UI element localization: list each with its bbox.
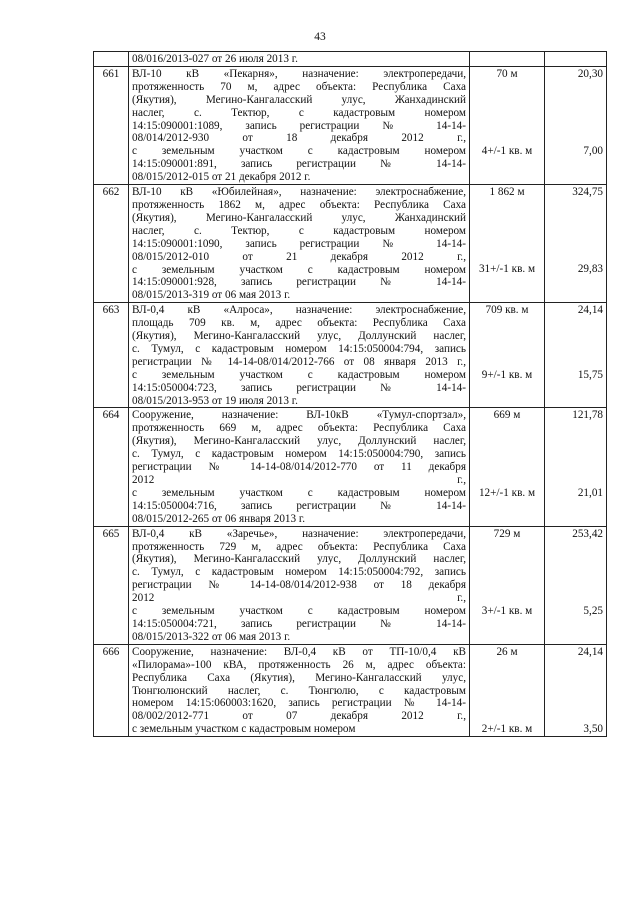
value-cell bbox=[545, 52, 607, 67]
description-line: Республика Саха (Якутия), Мегино-Кангаласский улус, bbox=[132, 671, 466, 684]
row-number-cell: 666 bbox=[94, 644, 129, 736]
description-line: 14:15:090001:1090, запись регистрации № 14-14- bbox=[132, 237, 466, 250]
quantity-cell bbox=[470, 644, 545, 736]
description-line: площадь 709 кв. м, адрес объекта: Республика Саха bbox=[132, 317, 466, 330]
row-number-cell bbox=[94, 52, 129, 67]
description-line: 08/015/2013-953 от 19 июля 2013 г. bbox=[132, 394, 298, 407]
description-line: с земельным участком с кадастровым номером bbox=[132, 486, 466, 499]
row-number-cell: 662 bbox=[94, 185, 129, 303]
land-plot-area: 31+/-1 кв. м bbox=[478, 263, 536, 276]
property-description-cell bbox=[129, 303, 470, 408]
description-line: протяженность 1862 м, адрес объекта: Республика Саха bbox=[132, 198, 466, 211]
description-line: (Якутия), Мегино-Кангаласский улус, Жанхадинский bbox=[132, 211, 466, 224]
description-line: (Якутия), Мегино-Кангаласский улус, Доллунский наслег, bbox=[132, 435, 466, 448]
object-value: 24,14 bbox=[577, 645, 603, 658]
value-cell bbox=[545, 526, 607, 644]
quantity-cell bbox=[470, 185, 545, 303]
description-line: 08/015/2013-322 от 06 мая 2013 г. bbox=[132, 630, 291, 643]
quantity-cell bbox=[470, 66, 545, 184]
table-row bbox=[94, 66, 607, 184]
description-line: 14:15:050004:721, запись регистрации № 14-14- bbox=[132, 617, 466, 630]
registry-table-body bbox=[94, 52, 607, 737]
description-line: 14:15:090001:928, запись регистрации № 14-14- bbox=[132, 276, 466, 289]
table-row bbox=[94, 303, 607, 408]
object-value: 20,30 bbox=[577, 67, 603, 80]
description-line: с. Тумул, с кадастровым номером 14:15:050004:790, запись bbox=[132, 448, 466, 461]
description-line: ВЛ-0,4 кВ «Заречье», назначение: электропередачи, bbox=[132, 527, 466, 540]
property-description-cell bbox=[129, 66, 470, 184]
description-line: Сооружение, назначение: ВЛ-10кВ «Тумул-спортзал», bbox=[132, 409, 466, 422]
description-line: (Якутия), Мегино-Кангаласский улус, Жанхадинский bbox=[132, 93, 466, 106]
description-line: с. Тумул, с кадастровым номером 14:15:050004:792, запись bbox=[132, 566, 466, 579]
description-line: 08/015/2012-015 от 21 декабря 2012 г. bbox=[132, 171, 311, 184]
table-row bbox=[94, 408, 607, 526]
quantity-cell bbox=[470, 52, 545, 67]
table-row bbox=[94, 185, 607, 303]
description-line: ВЛ-0,4 кВ «Алроса», назначение: электроснабжение, bbox=[132, 304, 466, 317]
value-cell bbox=[545, 185, 607, 303]
description-line: с земельным участком с кадастровым номером bbox=[132, 368, 466, 381]
property-description-cell bbox=[129, 408, 470, 526]
property-description-cell bbox=[129, 526, 470, 644]
property-description-cell bbox=[129, 644, 470, 736]
value-cell bbox=[545, 303, 607, 408]
land-plot-area: 12+/-1 кв. м bbox=[478, 486, 536, 499]
description-line: с земельным участком с кадастровым номером bbox=[132, 723, 356, 736]
object-size: 1 862 м bbox=[489, 186, 525, 199]
description-line: 14:15:050004:723, запись регистрации № 14-14- bbox=[132, 381, 466, 394]
land-plot-value: 5,25 bbox=[583, 605, 603, 618]
description-line: 2012 г., bbox=[132, 592, 466, 605]
description-line: Сооружение, назначение: ВЛ-0,4 кВ от ТП-10/0,4 кВ bbox=[132, 645, 466, 658]
description-line: с земельным участком с кадастровым номером bbox=[132, 605, 466, 618]
description-line: 08/015/2013-319 от 06 мая 2013 г. bbox=[132, 289, 291, 302]
quantity-cell bbox=[470, 408, 545, 526]
description-line: (Якутия), Мегино-Кангаласский улус, Доллунский наслег, bbox=[132, 553, 466, 566]
object-value: 324,75 bbox=[572, 186, 603, 199]
quantity-cell bbox=[470, 303, 545, 408]
description-line: 08/002/2012-771 от 07 декабря 2012 г., bbox=[132, 710, 466, 723]
table-row bbox=[94, 526, 607, 644]
description-line: 08/015/2012-010 от 21 декабря 2012 г., bbox=[132, 250, 466, 263]
description-line: ВЛ-10 кВ «Пекарня», назначение: электропередачи, bbox=[132, 67, 466, 80]
object-size: 709 кв. м bbox=[485, 304, 529, 317]
object-value: 24,14 bbox=[577, 304, 603, 317]
property-registry-table bbox=[93, 51, 607, 737]
description-line: с. Тумул, с кадастровым номером 14:15:050004:794, запись bbox=[132, 342, 466, 355]
row-number-cell: 663 bbox=[94, 303, 129, 408]
property-description-cell bbox=[129, 52, 470, 67]
description-line: протяженность 70 м, адрес объекта: Республика Саха bbox=[132, 80, 466, 93]
description-line: 14:15:050004:716, запись регистрации № 14-14- bbox=[132, 499, 466, 512]
description-line: 14:15:090001:1089, запись регистрации № 14-14- bbox=[132, 119, 466, 132]
row-number-cell: 665 bbox=[94, 526, 129, 644]
land-plot-area: 2+/-1 кв. м bbox=[481, 723, 533, 736]
value-cell bbox=[545, 66, 607, 184]
land-plot-value: 3,50 bbox=[583, 723, 603, 736]
description-line: с земельным участком с кадастровым номером bbox=[132, 263, 466, 276]
description-line: 08/015/2012-265 от 06 января 2013 г. bbox=[132, 512, 306, 525]
object-size: 26 м bbox=[496, 645, 518, 658]
description-line: Тюнгюлюнский наслег, с. Тюнгюлю, с кадастровым bbox=[132, 684, 466, 697]
land-plot-value: 21,01 bbox=[577, 486, 603, 499]
description-line: 14:15:090001:891, запись регистрации № 14-14- bbox=[132, 158, 466, 171]
description-line: протяженность 669 м, адрес объекта: Республика Саха bbox=[132, 422, 466, 435]
description-line: регистрации № 14-14-08/014/2012-938 от 18 декабря bbox=[132, 579, 466, 592]
description-line: регистрации № 14-14-08/014/2012-766 от 08 января 2013 г., bbox=[132, 355, 466, 368]
land-plot-value: 7,00 bbox=[583, 145, 603, 158]
object-size: 70 м bbox=[496, 67, 518, 80]
land-plot-area: 9+/-1 кв. м bbox=[481, 368, 533, 381]
description-line: 08/016/2013-027 от 26 июля 2013 г. bbox=[132, 53, 298, 65]
description-line: «Пилорама»-100 кВА, протяженность 26 м, адрес объекта: bbox=[132, 658, 466, 671]
description-line: 08/014/2012-930 от 18 декабря 2012 г., bbox=[132, 132, 466, 145]
description-line: номером 14:15:060003:1620, запись регистрации № 14-14- bbox=[132, 697, 466, 710]
description-line: наслег, с. Тектюр, с кадастровым номером bbox=[132, 106, 466, 119]
land-plot-value: 29,83 bbox=[577, 263, 603, 276]
quantity-cell bbox=[470, 526, 545, 644]
table-row-continuation bbox=[94, 52, 607, 67]
object-size: 729 м bbox=[493, 527, 521, 540]
description-line: 2012 г., bbox=[132, 474, 466, 486]
land-plot-area: 3+/-1 кв. м bbox=[481, 605, 533, 618]
table-row bbox=[94, 644, 607, 736]
object-value: 121,78 bbox=[572, 409, 603, 422]
property-description-cell bbox=[129, 185, 470, 303]
description-line: с земельным участком с кадастровым номером bbox=[132, 145, 466, 158]
land-plot-value: 15,75 bbox=[577, 368, 603, 381]
row-number-cell: 664 bbox=[94, 408, 129, 526]
description-line: протяженность 729 м, адрес объекта: Республика Саха bbox=[132, 540, 466, 553]
value-cell bbox=[545, 408, 607, 526]
land-plot-area: 4+/-1 кв. м bbox=[481, 145, 533, 158]
row-number-cell: 661 bbox=[94, 66, 129, 184]
object-value: 253,42 bbox=[572, 527, 603, 540]
description-line: регистрации № 14-14-08/014/2012-770 от 11 декабря bbox=[132, 461, 466, 474]
description-line: ВЛ-10 кВ «Юбилейная», назначение: электроснабжение, bbox=[132, 186, 466, 199]
object-size: 669 м bbox=[493, 409, 521, 422]
description-line: (Якутия), Мегино-Кангаласский улус, Доллунский наслег, bbox=[132, 330, 466, 343]
value-cell bbox=[545, 644, 607, 736]
description-line: наслег, с. Тектюр, с кадастровым номером bbox=[132, 224, 466, 237]
page-number: 43 bbox=[314, 31, 326, 43]
